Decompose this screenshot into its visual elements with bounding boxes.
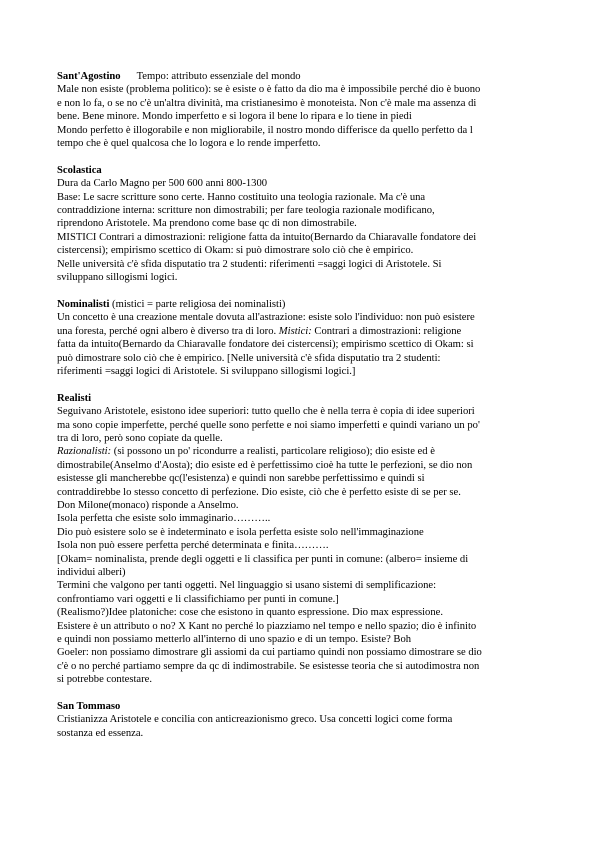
- text-line-mixed: [57, 445, 547, 458]
- document-page: [57, 70, 547, 754]
- text-line: dimostrabile(Anselmo d'Aosta); dio esiste ed è perfettissimo cioè ha tutte le perfezioni, se dio non: [57, 459, 473, 471]
- section-heading: San Tommaso: [57, 701, 121, 713]
- text-line: riprendono Aristotele. Ma prendono come base qc di non dimostrabile.: [57, 218, 357, 230]
- section-agostino: [57, 70, 547, 150]
- text-line: Isola non può essere perfetta perché determinata e finita……….: [57, 540, 329, 552]
- text-fragment: (si possono un po' ricondurre a realisti, particolare religioso); dio esiste ed è: [111, 446, 435, 458]
- text-line: Cristianizza Aristotele e concilia con anticreazionismo greco. Usa concetti logici come forma: [57, 714, 453, 726]
- text-line: Un concetto è una creazione mentale dovuta all'astrazione: esiste solo l'individuo: non può esistere: [57, 312, 475, 324]
- section-heading: Nominalisti: [57, 298, 110, 310]
- section-heading-line: [57, 70, 547, 83]
- section-tommaso: [57, 700, 547, 740]
- text-line: sostanza ed essenza.: [57, 727, 144, 739]
- text-line: Goeler: non possiamo dimostrare gli assiomi da cui partiamo quindi non possiamo dimostrare se dio: [57, 647, 482, 659]
- text-line: e non lo fa, o se no c'è un'altra divinità, ma cristianesimo è monoteista. Non c'è male ma assenza di: [57, 97, 477, 109]
- text-line: Termini che valgono per tanti oggetti. Nel linguaggio si usano sistemi di semplificazione:: [57, 580, 437, 592]
- section-scolastica: [57, 164, 547, 285]
- text-line: contraddizione interna: scritture non dimostrabili; per fare teologia razionale modificano,: [57, 205, 435, 217]
- text-line: si potrebbe contestare.: [57, 674, 153, 686]
- text-line: (Realismo?)Idee platoniche: cose che esistono in quanto espressione. Dio max espressione.: [57, 607, 443, 619]
- text-line: tra di loro, però sono copiate da quelle.: [57, 432, 223, 444]
- section-heading: Sant'Agostino: [57, 71, 121, 82]
- mistici-label: Mistici:: [278, 325, 312, 337]
- text-line: riferimenti =saggi logici di Aristotele. Si sviluppano sillogismi logici.]: [57, 365, 356, 377]
- text-line: ma sono copie imperfette, perché quelle sono perfette e noi siamo imperfetti e quindi variano un po': [57, 419, 480, 431]
- text-line: esistesse gli mancherebbe qc(l'esistenza) e quindi non sarebbe perfettissimo e quindi si: [57, 473, 425, 485]
- text-line: contraddirebbe lo stesso concetto di perfezione. Dio esiste, ciò che è perfetto esiste di se per se.: [57, 486, 461, 498]
- text-line: Male non esiste (problema politico): se è esiste o è fatto da dio ma è impossibile perché dio è buono: [57, 84, 481, 96]
- text-line: Mondo perfetto è illogorabile e non migliorabile, il nostro mondo differisce da quello perfetto da l: [57, 124, 473, 136]
- section-heading: Scolastica: [57, 164, 102, 176]
- text-line: Seguivano Aristotele, esistono idee superiori: tutto quello che è nella terra è copia di idee superiori: [57, 406, 475, 418]
- text-line: Dura da Carlo Magno per 500 600 anni 800-1300: [57, 178, 268, 190]
- text-line: Dio può esistere solo se è indeterminato e isola perfetta esiste solo nell'immaginazione: [57, 526, 424, 538]
- section-nominalisti: [57, 298, 547, 378]
- text-line: sviluppano sillogismi logici.: [57, 272, 178, 284]
- text-line: confrontiamo vari oggetti e li classifichiamo per punti in comune.]: [57, 593, 339, 605]
- text-line: tempo che è quel qualcosa che lo logora e lo rende imperfetto.: [57, 138, 321, 150]
- text-fragment: Contrari a dimostrazioni: religione: [311, 325, 462, 337]
- text-line: bene. Bene minore. Mondo imperfetto e si logora il bene lo ripara e lo tiene in piedi: [57, 111, 412, 123]
- text-line: c'è o no perché partiamo sempre da qc di indimostrabile. Se esistesse teoria che si autodimostra non: [57, 660, 480, 672]
- text-line: individui alberi): [57, 566, 126, 578]
- text-line: Base: Le sacre scritture sono certe. Hanno costituito una teologia razionale. Ma c'è una: [57, 191, 426, 203]
- text-line: Esistere è un attributo o no? X Kant no perché lo piazziamo nel tempo e nello spazio; dio è infinito: [57, 620, 477, 632]
- text-line: e quindi non possiamo metterlo all'interno di uno spazio e di un tempo. Esiste? Boh: [57, 634, 412, 646]
- text-line: Don Milone(monaco) risponde a Anselmo.: [57, 499, 239, 511]
- section-realisti: [57, 392, 547, 687]
- section-heading: Realisti: [57, 392, 92, 404]
- section-subtitle: (mistici = parte religiosa dei nominalisti): [112, 298, 286, 310]
- section-subtitle: Tempo: attributo essenziale del mondo: [136, 71, 301, 82]
- text-line: fatta da intuito(Bernardo da Chiaravalle fondatore dei cistercensi); empirismo scettico di Okam: si: [57, 339, 474, 351]
- text-line-mixed: [57, 325, 547, 338]
- text-line: può dimostrare solo ciò che è empirico. [Nelle università c'è sfida disputatio tra 2 studenti:: [57, 352, 441, 364]
- text-line: Nelle università c'è sfida disputatio tra 2 studenti: riferimenti =saggi logici di Aristotele. Si: [57, 258, 442, 270]
- text-line: Isola perfetta che esiste solo immaginario………..: [57, 513, 271, 525]
- text-fragment: una foresta, perché ogni albero è diverso tra di loro.: [57, 325, 279, 337]
- section-heading-line: [57, 298, 547, 311]
- razionalisti-label: Razionalisti:: [57, 446, 112, 458]
- text-line: MISTICI Contrari a dimostrazioni: religione fatta da intuito(Bernardo da Chiaravalle fondatore dei: [57, 231, 477, 243]
- text-line: [Okam= nominalista, prende degli oggetti e li classifica per punti in comune: (albero= insieme di: [57, 553, 469, 565]
- text-line: cistercensi); empirismo scettico di Okam: si può dimostrare solo ciò che è empirico.: [57, 245, 414, 257]
